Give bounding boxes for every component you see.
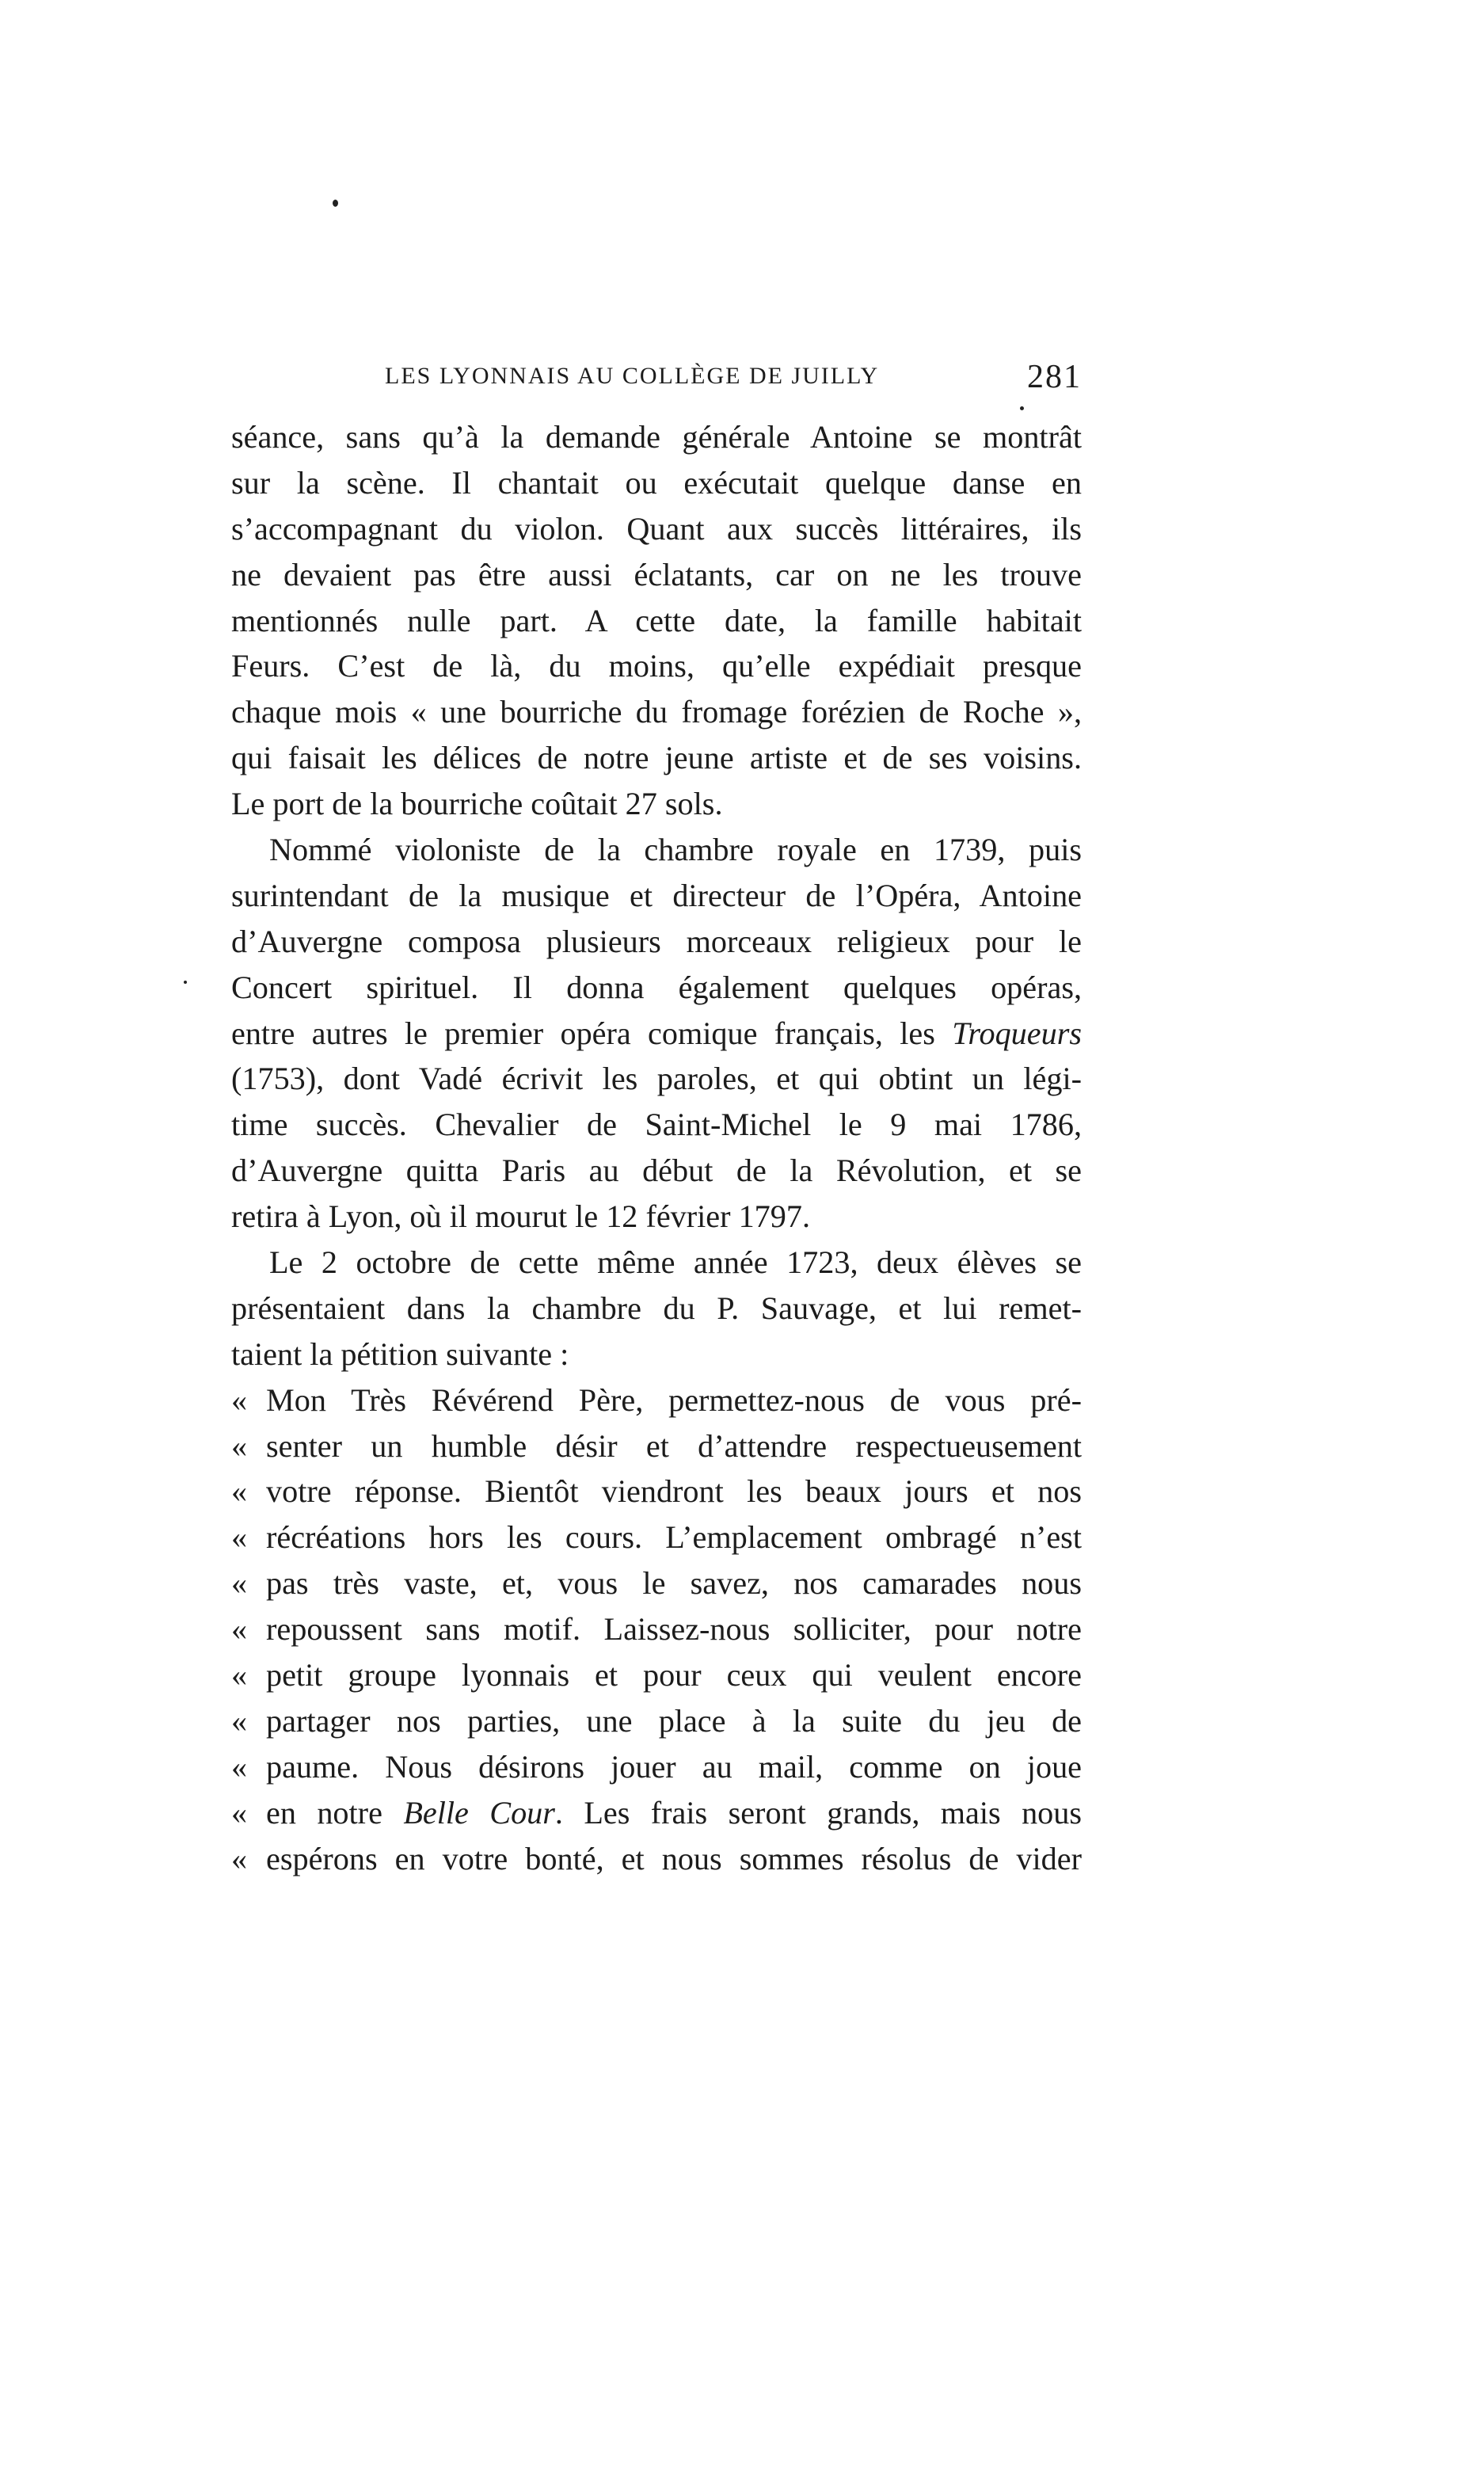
quote-mark: « [231, 1748, 248, 1785]
quote-mark: « [231, 1794, 248, 1831]
text-line: Feurs. C’est de là, du moins, qu’elle expédiait presque [231, 648, 1082, 684]
text-line: ne devaient pas être aussi éclatants, car on ne les trouve [231, 556, 1082, 592]
running-title: LES LYONNAIS AU COLLÈGE DE JUILLY [385, 363, 880, 389]
quote-line [231, 1514, 1082, 1560]
quote-line [231, 1790, 1082, 1836]
quote-line [231, 1836, 1082, 1882]
quote-text: partager nos parties, une place à la suite du jeu de [266, 1702, 1082, 1739]
quote-line [231, 1560, 1082, 1606]
quote-text: senter un humble désir et d’attendre respectueusement [266, 1427, 1082, 1464]
text-line: chaque mois « une bourriche du fromage forézien de Roche », [231, 694, 1082, 730]
ink-speck [1020, 406, 1024, 410]
text-line: qui faisait les délices de notre jeune artiste et de ses voisins. [231, 740, 1082, 776]
quote-mark: « [231, 1565, 248, 1602]
page-number: 281 [1027, 359, 1082, 395]
quote-mark: « [231, 1840, 248, 1876]
text-line: surintendant de la musique et directeur de l’Opéra, Antoine [231, 877, 1082, 913]
text-line: Le 2 octobre de cette même année 1723, deux élèves se [269, 1244, 1082, 1281]
text-line: d’Auvergne quitta Paris au début de la Révolution, et se [231, 1152, 1082, 1189]
running-head [230, 358, 1082, 406]
quote-text: pas très vaste, et, vous le savez, nos camarades nous [266, 1565, 1082, 1602]
quote-text: récréations hors les cours. L’emplacement ombragé n’est [266, 1519, 1082, 1556]
ink-speck [184, 981, 187, 984]
quote-text: Mon Très Révérend Père, permettez-nous de vous pré- [266, 1381, 1082, 1418]
quote-line [231, 1698, 1082, 1744]
quote-text: paume. Nous désirons jouer au mail, comme on joue [266, 1748, 1082, 1785]
quote-text: espérons en votre bonté, et nous sommes résolus de vider [266, 1840, 1082, 1876]
italic-title: Belle Cour [403, 1794, 555, 1831]
text-line: d’Auvergne composa plusieurs morceaux religieux pour le [231, 923, 1082, 959]
italic-title: Troqueurs [952, 1015, 1082, 1051]
quote-line [231, 1377, 1082, 1423]
quote-mark: « [231, 1702, 248, 1739]
quote-text: en notre Belle Cour. Les frais seront grands, mais nous [266, 1794, 1083, 1831]
text-line: Concert spirituel. Il donna également quelques opéras, [231, 969, 1082, 1005]
text-line: Nommé violoniste de la chambre royale en 1739, puis [269, 832, 1082, 868]
text-line: séance, sans qu’à la demande générale Antoine se montrât [231, 419, 1082, 455]
quote-text: votre réponse. Bientôt viendront les beaux jours et nos [266, 1473, 1082, 1510]
text-line: sur la scène. Il chantait ou exécutait quelque danse en [231, 464, 1082, 501]
text-line: (1753), dont Vadé écrivit les paroles, et qui obtint un légi- [231, 1061, 1082, 1097]
quote-mark: « [231, 1473, 248, 1510]
quote-mark: « [231, 1381, 248, 1418]
quote-line [231, 1423, 1082, 1469]
text-line: time succès. Chevalier de Saint-Michel le 9 mai 1786, [231, 1107, 1082, 1143]
text-line: taient la pétition suivante : [231, 1335, 569, 1372]
quote-line [231, 1469, 1082, 1514]
body-text [231, 414, 1082, 1882]
quote-line [231, 1606, 1082, 1652]
quote-line [231, 1744, 1082, 1790]
text-line: retira à Lyon, où il mourut le 12 février 1797. [231, 1198, 810, 1235]
quote-mark: « [231, 1657, 248, 1693]
quote-mark: « [231, 1519, 248, 1556]
text-line: entre autres le premier opéra comique français, les Troqueurs [231, 1015, 1082, 1051]
ink-speck [333, 200, 338, 207]
quote-mark: « [231, 1611, 248, 1648]
quote-mark: « [231, 1427, 248, 1464]
text-line: mentionnés nulle part. A cette date, la famille habitait [231, 602, 1082, 638]
quote-text: repoussent sans motif. Laissez-nous solliciter, pour notre [266, 1611, 1082, 1648]
text-line: Le port de la bourriche coûtait 27 sols. [231, 786, 723, 822]
text-line: présentaient dans la chambre du P. Sauvage, et lui remet- [231, 1290, 1082, 1326]
quote-text: petit groupe lyonnais et pour ceux qui veulent encore [266, 1657, 1082, 1693]
quote-line [231, 1652, 1082, 1698]
text-line: s’accompagnant du violon. Quant aux succès littéraires, ils [231, 510, 1082, 547]
